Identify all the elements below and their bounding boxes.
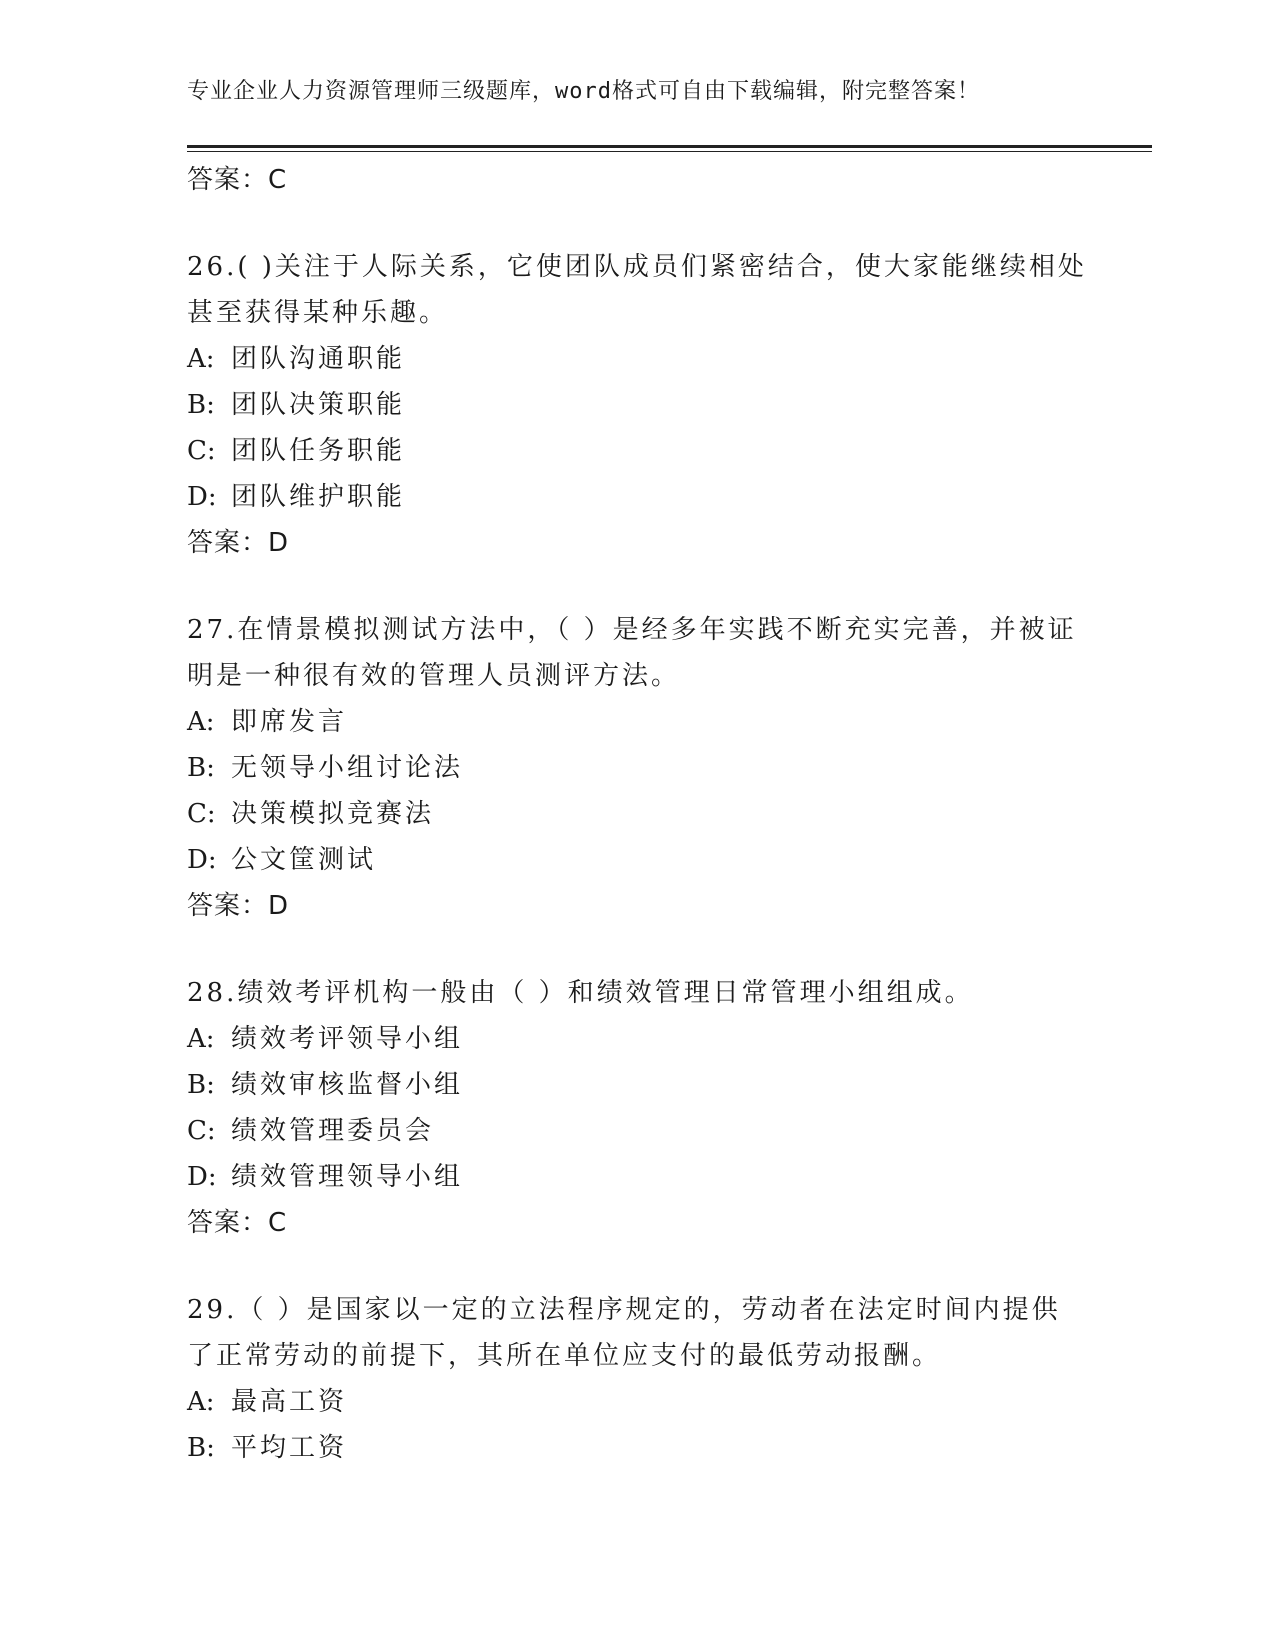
option-b: [187, 382, 1087, 428]
question-stem: 28.绩效考评机构一般由（ ）和绩效管理日常管理小组组成。: [187, 978, 974, 1008]
option-text: 平均工资: [231, 1433, 348, 1463]
option-text: 绩效管理委员会: [231, 1116, 435, 1146]
option-text: 无领导小组讨论法: [231, 753, 464, 783]
option-d: [187, 837, 1087, 883]
question-list: [187, 157, 1087, 1471]
question-26: [187, 244, 1087, 566]
option-a: [187, 1379, 1087, 1425]
answer-line: 答案：D: [187, 528, 290, 558]
option-a: [187, 699, 1087, 745]
option-c: [187, 791, 1087, 837]
header-rule-thin: [187, 151, 1152, 152]
question-27: [187, 607, 1087, 929]
option-key: B:: [187, 753, 215, 783]
option-a: [187, 1016, 1087, 1062]
question-29: [187, 1287, 1087, 1471]
option-text: 最高工资: [231, 1387, 348, 1417]
option-key: A:: [187, 1387, 215, 1417]
option-text: 团队沟通职能: [231, 344, 406, 374]
option-text: 团队决策职能: [231, 390, 406, 420]
option-text: 团队任务职能: [231, 436, 406, 466]
option-text: 团队维护职能: [231, 482, 406, 512]
option-a: [187, 336, 1087, 382]
option-key: D:: [187, 1162, 217, 1192]
option-text: 即席发言: [231, 707, 348, 737]
option-key: B:: [187, 1433, 215, 1463]
option-text: 绩效考评领导小组: [231, 1024, 464, 1054]
option-c: [187, 428, 1087, 474]
option-key: A:: [187, 344, 215, 374]
option-d: [187, 474, 1087, 520]
option-key: C:: [187, 799, 216, 829]
option-c: [187, 1108, 1087, 1154]
option-text: 绩效审核监督小组: [231, 1070, 464, 1100]
option-text: 决策模拟竞赛法: [231, 799, 435, 829]
question-28: [187, 970, 1087, 1246]
option-b: [187, 1062, 1087, 1108]
option-text: 绩效管理领导小组: [231, 1162, 464, 1192]
answer-line: 答案：C: [187, 165, 288, 195]
option-b: [187, 745, 1087, 791]
option-key: B:: [187, 390, 215, 420]
option-text: 公文筐测试: [231, 845, 377, 875]
question-stem: 27.在情景模拟测试方法中，（ ）是经多年实践不断充实完善，并被证明是一种很有效的管理人员测评方法。: [187, 615, 1077, 691]
option-key: C:: [187, 1116, 216, 1146]
answer-line: 答案：D: [187, 891, 290, 921]
option-b: [187, 1425, 1087, 1471]
option-key: D:: [187, 482, 217, 512]
option-key: A:: [187, 1024, 215, 1054]
option-key: B:: [187, 1070, 215, 1100]
question-stem: 29.（ ）是国家以一定的立法程序规定的，劳动者在法定时间内提供了正常劳动的前提下，其所在单位应支付的最低劳动报酬。: [187, 1295, 1061, 1371]
header-rule-thick: [187, 145, 1152, 148]
question-stem: 26.( )关注于人际关系，它使团队成员们紧密结合，使大家能继续相处甚至获得某种乐趣。: [187, 252, 1087, 328]
option-key: A:: [187, 707, 215, 737]
page-header: 专业企业人力资源管理师三级题库，word格式可自由下载编辑，附完整答案！: [187, 79, 980, 104]
option-key: C:: [187, 436, 216, 466]
option-d: [187, 1154, 1087, 1200]
answer-line: 答案：C: [187, 1208, 288, 1238]
option-key: D:: [187, 845, 217, 875]
